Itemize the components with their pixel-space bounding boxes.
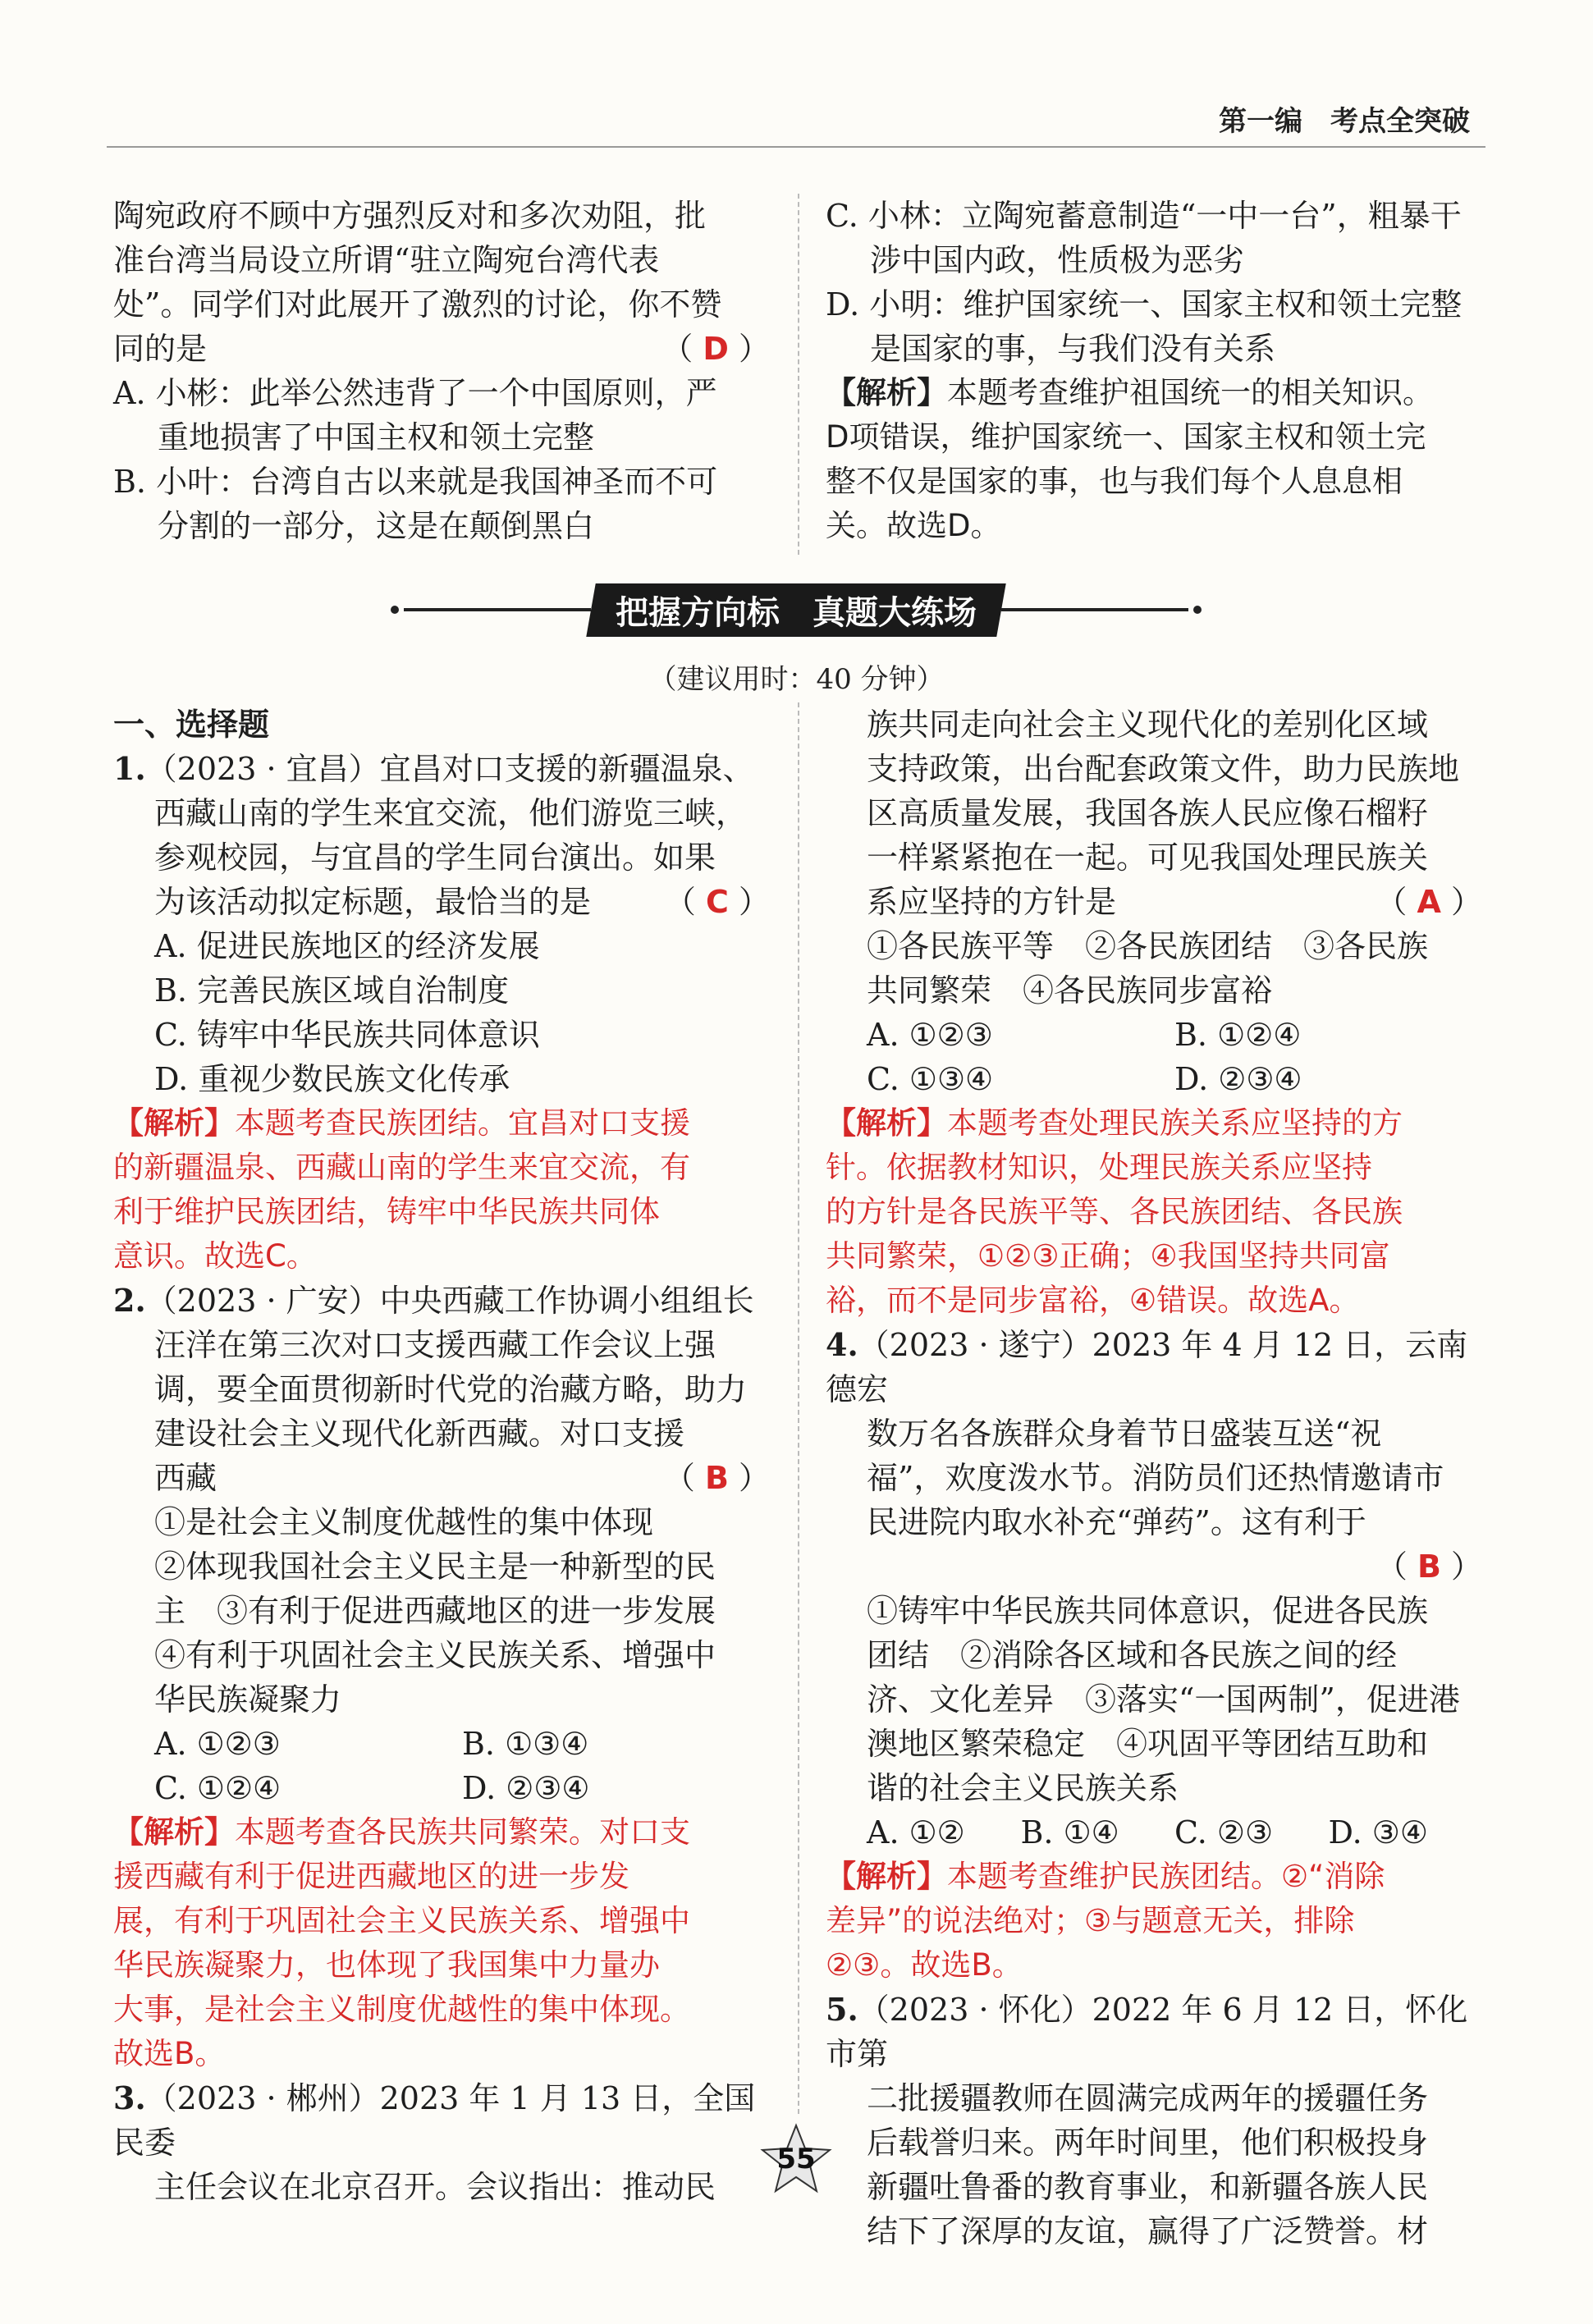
explanation-line: 共同繁荣，①②③正确；④我国坚持共同富 <box>826 1238 1390 1274</box>
q3-option: D. ②③④ <box>1174 1061 1302 1097</box>
q2-text: 西藏 <box>154 1460 217 1496</box>
answer-bracket: （ B ） <box>663 1460 770 1496</box>
option-d: D. 小明：维护国家统一、国家主权和领土完整 <box>826 286 1463 323</box>
q4-line: 福”，欢度泼水节。消防员们还热情邀请市 <box>867 1460 1444 1496</box>
explanation-line: 援西藏有利于促进西藏地区的进一步发 <box>113 1859 629 1894</box>
q4-option: B. ①④ <box>1020 1814 1119 1851</box>
q2-item: 华民族凝聚力 <box>154 1681 342 1718</box>
q1-line <box>113 747 770 791</box>
explanation-tag: 【解析】 <box>826 1859 947 1894</box>
top-left-column <box>113 194 770 548</box>
q2-line <box>113 1279 770 1323</box>
banner-line-left <box>404 608 591 611</box>
q3-line <box>113 2076 770 2165</box>
answer: D <box>703 331 729 367</box>
q1-text: （2023 · 宜昌）宜昌对口支援的新疆温泉、 <box>145 751 754 787</box>
q3-options-row <box>826 1057 1482 1101</box>
page-number <box>759 2122 833 2196</box>
q5-line: 后载誉归来。两年时间里，他们积极投身 <box>867 2125 1429 2161</box>
column-divider <box>798 194 799 555</box>
q1-answer-line <box>113 880 770 924</box>
answer: B <box>704 1460 729 1496</box>
explanation-line <box>113 1101 770 1146</box>
option-c-cont: 涉中国内政，性质极为恶劣 <box>870 242 1245 278</box>
explanation-tag: 【解析】 <box>826 375 947 410</box>
banner-dot <box>1193 606 1202 614</box>
explanation-line: 利于维护民族团结，铸牢中华民族共同体 <box>113 1194 660 1229</box>
question-number: 3. <box>113 2079 146 2116</box>
q3-options-row <box>826 1013 1482 1057</box>
q3-option: B. ①②④ <box>1174 1017 1302 1053</box>
section-title: 一、选择题 <box>113 707 270 743</box>
answer-bracket: （ C ） <box>664 884 770 920</box>
q2-answer-line <box>113 1456 770 1500</box>
explanation-line <box>113 1810 770 1855</box>
question-number: 4. <box>826 1326 858 1363</box>
explanation-line: 关。故选D。 <box>826 508 1001 543</box>
q4-item: 团结 ②消除各区域和各民族之间的经 <box>867 1637 1398 1673</box>
q2-line: 汪洋在第三次对口支援西藏工作会议上强 <box>154 1327 716 1363</box>
explanation-text: 本题考查处理民族关系应坚持的方 <box>947 1105 1403 1141</box>
banner-box <box>586 583 1005 637</box>
answer-bracket: （ D ） <box>661 331 770 367</box>
q3-line: 支持政策，出台配套政策文件，助力民族地 <box>867 751 1460 787</box>
q2-item: ①是社会主义制度优越性的集中体现 <box>154 1504 654 1540</box>
q2-option: A. ①②③ <box>154 1726 281 1762</box>
answer-bracket: （ B ） <box>1376 1549 1482 1585</box>
q2-text: （2023 · 广安）中央西藏工作协调小组组长 <box>145 1283 754 1319</box>
q3-option: C. ①③④ <box>867 1061 994 1097</box>
q3-explanation <box>826 1101 1482 1323</box>
q2-option: D. ②③④ <box>462 1770 590 1806</box>
explanation-line: 大事，是社会主义制度优越性的集中体现。 <box>113 1992 690 2027</box>
bottom-left-column <box>113 702 770 2209</box>
q5-line: 二批援疆教师在圆满完成两年的援疆任务 <box>867 2080 1429 2116</box>
q2-item: 主 ③有利于促进西藏地区的进一步发展 <box>154 1593 716 1629</box>
q4-item: 谐的社会主义民族关系 <box>867 1770 1179 1806</box>
q1-explanation <box>113 1101 770 1279</box>
q4-line: 民进院内取水补充“弹药”。这有利于 <box>867 1504 1366 1540</box>
q2-options-row <box>113 1722 770 1766</box>
option-a-cont: 重地损害了中国主权和领土完整 <box>158 419 595 455</box>
q2-option: C. ①②④ <box>154 1770 282 1806</box>
column-divider <box>798 702 799 2114</box>
answer: C <box>706 884 729 920</box>
q3-line: 一样紧紧抱在一起。可见我国处理民族关 <box>867 839 1429 876</box>
q4-option: A. ①② <box>867 1814 965 1851</box>
banner-dot <box>391 606 399 614</box>
q1-option: A. 促进民族地区的经济发展 <box>154 928 540 964</box>
q3-answer-line <box>826 880 1482 924</box>
banner-line-right <box>1001 608 1188 611</box>
q5-line <box>826 1988 1482 2076</box>
explanation-line: 故选B。 <box>113 2036 226 2071</box>
stem-line: 处”。同学们对此展开了激烈的讨论，你不赞 <box>113 286 722 323</box>
explanation-text: 本题考查维护民族团结。②“消除 <box>947 1859 1385 1894</box>
q1-option: C. 铸牢中华民族共同体意识 <box>154 1017 540 1053</box>
top-right-column <box>826 194 1482 548</box>
option-c: C. 小林：立陶宛蓄意制造“一中一台”，粗暴干 <box>826 198 1462 234</box>
stem-line: 同的是 <box>113 331 208 367</box>
explanation <box>826 371 1482 548</box>
explanation-line: ②③。故选B。 <box>826 1947 1023 1983</box>
q4-line: 数万名各族群众身着节日盛装互送“祝 <box>867 1416 1382 1452</box>
q1-option: D. 重视少数民族文化传承 <box>154 1061 510 1097</box>
q4-line <box>826 1323 1482 1411</box>
q4-text: （2023 · 遂宁）2023 年 4 月 12 日，云南德宏 <box>826 1327 1468 1407</box>
q2-explanation <box>113 1810 770 2076</box>
q2-item: ②体现我国社会主义民主是一种新型的民 <box>154 1549 716 1585</box>
explanation-line: 意识。故选C。 <box>113 1238 317 1274</box>
explanation-line <box>826 1855 1482 1899</box>
q1-option: B. 完善民族区域自治制度 <box>154 972 510 1009</box>
explanation-line: 的方针是各民族平等、各民族团结、各民族 <box>826 1194 1403 1229</box>
q3-item: 共同繁荣 ④各民族同步富裕 <box>867 972 1273 1009</box>
q2-line: 调，要全面贯彻新时代党的治藏方略，助力 <box>154 1371 748 1407</box>
q3-line: 主任会议在北京召开。会议指出：推动民 <box>154 2169 716 2205</box>
explanation-line: 针。依据教材知识，处理民族关系应坚持 <box>826 1150 1372 1185</box>
section-banner <box>386 584 1206 635</box>
q2-line: 建设社会主义现代化新西藏。对口支援 <box>154 1416 685 1452</box>
q5-line: 结下了深厚的友谊，赢得了广泛赞誉。材 <box>867 2213 1429 2249</box>
q3-line: 区高质量发展，我国各族人民应像石榴籽 <box>867 795 1429 831</box>
answer-bracket: （ A ） <box>1376 884 1482 920</box>
q1-text: 为该活动拟定标题，最恰当的是 <box>154 884 592 920</box>
q3-line: 族共同走向社会主义现代化的差别化区域 <box>867 707 1429 743</box>
q2-item: ④有利于巩固社会主义民族关系、增强中 <box>154 1637 716 1673</box>
question-number: 1. <box>113 750 146 787</box>
option-b: B. 小叶：台湾自古以来就是我国神圣而不可 <box>113 464 718 500</box>
q1-line: 参观校园，与宜昌的学生同台演出。如果 <box>154 839 716 876</box>
q2-option: B. ①③④ <box>462 1726 589 1762</box>
q4-item: ①铸牢中华民族共同体意识，促进各民族 <box>867 1593 1429 1629</box>
explanation-line <box>826 371 1482 415</box>
q1-line: 西藏山南的学生来宜交流，他们游览三峡， <box>154 795 748 831</box>
explanation-line: 裕，而不是同步富裕，④错误。故选A。 <box>826 1283 1360 1318</box>
answer: A <box>1417 884 1441 920</box>
q5-text: （2023 · 怀化）2022 年 6 月 12 日，怀化市第 <box>826 1992 1468 2072</box>
q4-item: 澳地区繁荣稳定 ④巩固平等团结互助和 <box>867 1726 1429 1762</box>
explanation-tag: 【解析】 <box>826 1105 947 1141</box>
question-number: 2. <box>113 1282 146 1319</box>
q4-option: C. ②③ <box>1174 1814 1274 1851</box>
option-a: A. 小彬：此举公然违背了一个中国原则，严 <box>113 375 717 411</box>
q3-text: （2023 · 郴州）2023 年 1 月 13 日，全国民委 <box>113 2080 756 2161</box>
q3-option: A. ①②③ <box>867 1017 993 1053</box>
explanation-tag: 【解析】 <box>113 1105 235 1141</box>
running-header: 第一编 考点全突破 <box>1219 105 1470 138</box>
q5-line: 新疆吐鲁番的教育事业，和新疆各族人民 <box>867 2169 1429 2205</box>
q2-options-row <box>113 1766 770 1810</box>
explanation-line: 差异”的说法绝对；③与题意无关，排除 <box>826 1903 1355 1938</box>
explanation-text: 本题考查民族团结。宜昌对口支援 <box>235 1105 690 1141</box>
q4-option: D. ③④ <box>1328 1814 1428 1851</box>
q4-item: 济、文化差异 ③落实“一国两制”，促进港 <box>867 1681 1460 1718</box>
q4-explanation <box>826 1855 1482 1988</box>
answer: B <box>1417 1549 1441 1585</box>
explanation-line: 展，有利于巩固社会主义民族关系、增强中 <box>113 1903 690 1938</box>
explanation-text: 本题考查各民族共同繁荣。对口支 <box>235 1814 690 1850</box>
question-number: 5. <box>826 1991 858 2028</box>
q4-options-row <box>826 1810 1482 1855</box>
suggested-time: （建议用时：40 分钟） <box>648 663 945 696</box>
option-b-cont: 分割的一部分，这是在颠倒黑白 <box>158 508 595 544</box>
q4-answer-line <box>826 1544 1482 1589</box>
explanation-text: 本题考查维护祖国统一的相关知识。 <box>947 375 1433 410</box>
explanation-line <box>826 1101 1482 1146</box>
stem-line: 陶宛政府不顾中方强烈反对和多次劝阻，批 <box>113 198 707 234</box>
explanation-line: D项错误，维护国家统一、国家主权和领土完 <box>826 419 1426 455</box>
q3-item: ①各民族平等 ②各民族团结 ③各民族 <box>867 928 1429 964</box>
explanation-line: 华民族凝聚力，也体现了我国集中力量办 <box>113 1947 660 1983</box>
stem-answer-line <box>113 327 770 371</box>
banner-title: 把握方向标 真题大练场 <box>616 593 977 632</box>
bottom-right-column <box>826 702 1482 2253</box>
option-d-cont: 是国家的事，与我们没有关系 <box>870 331 1276 367</box>
header-rule <box>107 146 1485 148</box>
explanation-line: 整不仅是国家的事，也与我们每个人息息相 <box>826 464 1403 499</box>
explanation-tag: 【解析】 <box>113 1814 235 1850</box>
page-number-text: 55 <box>776 2143 816 2175</box>
stem-line: 准台湾当局设立所谓“驻立陶宛台湾代表 <box>113 242 660 278</box>
explanation-line: 的新疆温泉、西藏山南的学生来宜交流，有 <box>113 1150 690 1185</box>
q3-text: 系应坚持的方针是 <box>867 884 1117 920</box>
